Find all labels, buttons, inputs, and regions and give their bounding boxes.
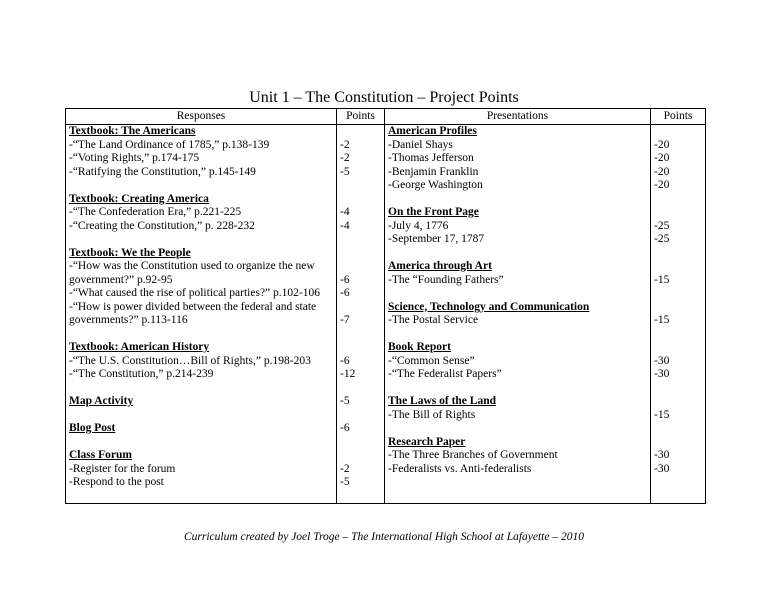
points-value: -20 (654, 179, 670, 191)
list-item: government?” p.92-95 (69, 273, 173, 286)
section-heading: Science, Technology and Communication (388, 300, 590, 313)
points-value (340, 341, 381, 355)
points-value (340, 260, 381, 274)
list-item: governments?” p.113-116 (69, 314, 188, 326)
section-heading: Textbook: The Americans (69, 125, 196, 137)
section-heading: Class Forum (69, 449, 132, 461)
list-item: -“Ratifying the Constitution,” p.145-149 (69, 165, 256, 178)
section-heading: Book Report (388, 341, 451, 353)
list-item: -Register for the forum (69, 462, 176, 475)
points-value: -6 (340, 354, 350, 367)
section-heading: American Profiles (388, 125, 477, 137)
section-heading: Map Activity (69, 395, 134, 407)
presentations-header: Presentations (385, 109, 651, 125)
points-value: -20 (654, 138, 670, 151)
points-value (340, 233, 381, 247)
points-value: -6 (340, 273, 350, 286)
list-item: -The Postal Service (388, 314, 479, 326)
section-heading: Textbook: Creating America (69, 192, 209, 205)
points-value (654, 260, 702, 274)
section-heading: On the Front Page (388, 206, 479, 218)
section-heading: America through Art (388, 260, 492, 272)
list-item: -“The Confederation Era,” p.221-225 (69, 206, 242, 218)
list-item (69, 233, 333, 247)
section-heading: Textbook: American History (69, 341, 210, 353)
list-item: -“Creating the Constitution,” p. 228-232 (69, 219, 255, 232)
points-value (340, 409, 381, 423)
list-item: -“The U.S. Constitution…Bill of Rights,” p.198-203 (69, 354, 311, 367)
list-item (69, 382, 333, 396)
list-item (388, 247, 647, 261)
list-item (388, 382, 647, 396)
points-value: -15 (654, 273, 670, 286)
list-item: -“How is power divided between the federal and state (69, 300, 317, 313)
list-item: -“The Federalist Papers” (388, 368, 502, 380)
points-value: -6 (340, 287, 350, 299)
presentations-points-header: Points (651, 109, 706, 125)
responses-points-column (337, 125, 385, 504)
points-value (654, 193, 702, 207)
footer-credit: Curriculum created by Joel Troge – The International High School at Lafayette – 2010 (183, 531, 584, 543)
points-value: -15 (654, 408, 670, 421)
list-item: -“What caused the rise of political parties?” p.102-106 (69, 287, 320, 299)
points-value (654, 341, 702, 355)
list-item: -Thomas Jefferson (388, 152, 474, 164)
list-item: -September 17, 1787 (388, 233, 485, 245)
points-value: -25 (654, 219, 670, 232)
project-points-table (65, 108, 706, 504)
points-value (340, 449, 381, 463)
points-value: -25 (654, 233, 670, 245)
responses-column (66, 125, 337, 504)
points-value: -15 (654, 314, 670, 326)
list-item: -“The Constitution,” p.214-239 (69, 368, 214, 380)
presentations-column (385, 125, 651, 504)
list-item: -The Bill of Rights (388, 408, 476, 421)
points-value: -30 (654, 354, 670, 367)
list-item: -The Three Branches of Government (388, 449, 558, 461)
list-item (388, 328, 647, 342)
section-heading: The Laws of the Land (388, 395, 496, 407)
presentations-points-column (651, 125, 706, 504)
points-value: -2 (340, 152, 350, 164)
header-row (66, 109, 706, 125)
list-item (69, 436, 333, 450)
points-value (654, 328, 702, 342)
points-value (654, 125, 702, 139)
section-heading: Textbook: We the People (69, 246, 191, 259)
list-item (388, 193, 647, 207)
list-item: -Daniel Shays (388, 138, 453, 151)
section-heading: Blog Post (69, 422, 116, 434)
points-value: -20 (654, 165, 670, 178)
list-item: -George Washington (388, 179, 483, 191)
list-item (69, 179, 333, 193)
points-value (654, 206, 702, 220)
points-value: -5 (340, 395, 350, 407)
points-value: -7 (340, 314, 350, 326)
points-value (654, 301, 702, 315)
points-value (654, 287, 702, 301)
points-value: -2 (340, 462, 350, 475)
list-item: -July 4, 1776 (388, 219, 449, 232)
points-value: -12 (340, 368, 356, 380)
points-value: -5 (340, 165, 350, 178)
points-value: -6 (340, 422, 350, 434)
points-value: -5 (340, 476, 350, 488)
list-item: -“Voting Rights,” p.174-175 (69, 152, 200, 164)
points-value (340, 301, 381, 315)
body-row (66, 125, 706, 504)
points-value: -30 (654, 368, 670, 380)
list-item: -Benjamin Franklin (388, 165, 479, 178)
points-value: -4 (340, 219, 350, 232)
list-item: -The “Founding Fathers” (388, 273, 504, 286)
section-heading: Research Paper (388, 435, 466, 448)
list-item: -“How was the Constitution used to organize the new (69, 260, 315, 272)
points-value: -2 (340, 138, 350, 151)
list-item: -Respond to the post (69, 476, 164, 488)
points-value (654, 436, 702, 450)
responses-points-header: Points (337, 109, 385, 125)
points-value: -30 (654, 449, 670, 461)
page-title: Unit 1 – The Constitution – Project Points (249, 89, 519, 106)
responses-header: Responses (66, 109, 337, 125)
list-item (388, 422, 647, 436)
points-value (340, 247, 381, 261)
list-item (388, 287, 647, 301)
points-value (654, 422, 702, 436)
points-value: -30 (654, 462, 670, 475)
points-value (654, 247, 702, 261)
points-value: -4 (340, 206, 350, 218)
points-value (340, 382, 381, 396)
list-item: -Federalists vs. Anti-federalists (388, 462, 532, 475)
points-value (654, 395, 702, 409)
points-value: -20 (654, 152, 670, 164)
list-item (69, 328, 333, 342)
list-item: -“The Land Ordinance of 1785,” p.138-139 (69, 138, 270, 151)
points-value (340, 193, 381, 207)
points-value (340, 125, 381, 139)
points-value (340, 436, 381, 450)
points-value (654, 382, 702, 396)
list-item: -“Common Sense” (388, 354, 475, 367)
list-item (69, 409, 333, 423)
points-value (340, 179, 381, 193)
points-value (340, 328, 381, 342)
